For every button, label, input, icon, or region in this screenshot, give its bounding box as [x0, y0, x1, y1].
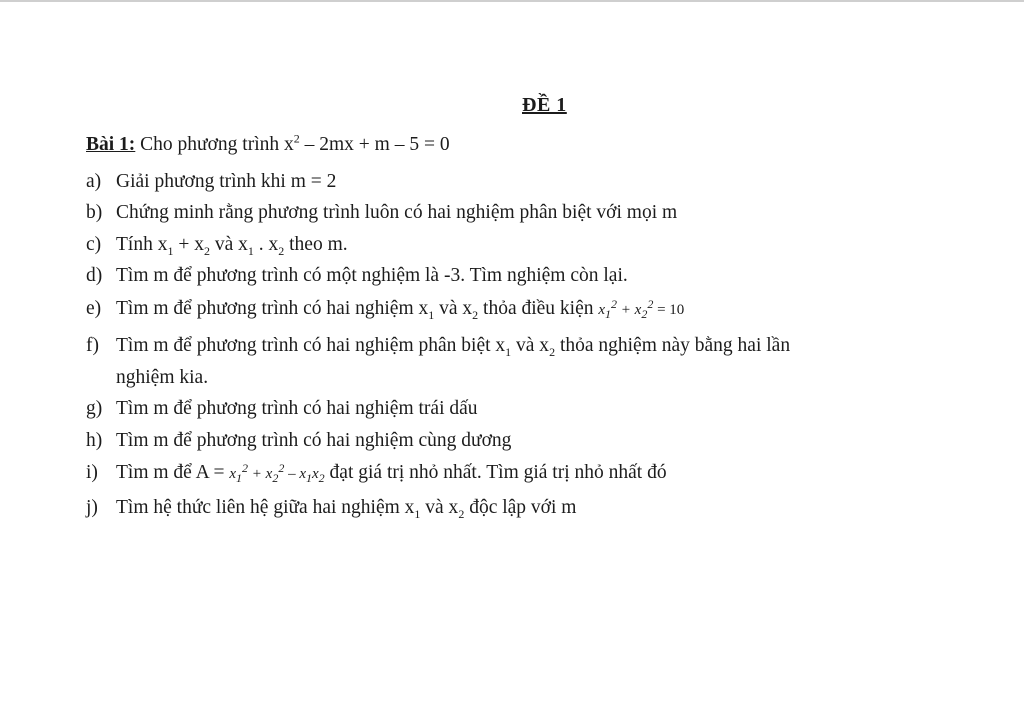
item-a-letter: a) [86, 171, 102, 192]
problem-statement [86, 133, 450, 157]
subscript: 2 [318, 471, 325, 485]
item-e-text: và x [434, 298, 473, 319]
item-h [86, 429, 511, 453]
item-f-letter: f) [86, 335, 99, 356]
item-f-text: Tìm m để phương trình có hai nghiệm phân biệt x [116, 335, 506, 356]
math-var: + x [248, 466, 273, 482]
subscript: 1 [167, 243, 174, 258]
math-var: + x [617, 302, 642, 318]
item-e-text: thỏa điều kiện [478, 298, 599, 319]
item-f-text: và x [511, 335, 550, 356]
item-b-text: Chứng minh rằng phương trình luôn có hai nghiệm phân biệt với mọi m [116, 202, 678, 223]
item-g [86, 397, 478, 421]
item-i-text: Tìm m để A = [116, 462, 230, 483]
math-var: x [312, 466, 319, 482]
subscript: 2 [549, 344, 556, 359]
item-c-letter: c) [86, 234, 102, 255]
subscript: 2 [458, 506, 465, 521]
math-var: x [229, 466, 237, 482]
item-i-text: đạt giá trị nhỏ nhất. Tìm giá trị nhỏ nhất đó [324, 462, 667, 483]
item-g-text: Tìm m để phương trình có hai nghiệm trái dấu [116, 398, 478, 419]
equation [284, 131, 450, 155]
subscript: 1 [306, 471, 312, 485]
superscript: 2 [611, 297, 618, 311]
subscript: 1 [247, 243, 254, 258]
expression-formula [229, 461, 325, 485]
subscript: 2 [272, 471, 279, 485]
problem-label: Bài 1: [86, 134, 136, 155]
item-j-text: Tìm hệ thức liên hệ giữa hai nghiệm x [116, 497, 415, 518]
item-b-letter: b) [86, 202, 103, 223]
subscript: 1 [236, 471, 243, 485]
subscript: 2 [472, 307, 479, 322]
item-d-letter: d) [86, 265, 103, 286]
problem-text: Cho phương trình [135, 134, 285, 155]
item-b [86, 201, 677, 225]
superscript: 2 [278, 461, 285, 475]
subscript: 1 [414, 506, 421, 521]
item-c-text: theo m. [284, 234, 348, 255]
subscript: 2 [203, 243, 210, 258]
item-h-text: Tìm m để phương trình có hai nghiệm cùng dương [116, 430, 512, 451]
item-c [86, 233, 348, 257]
item-j [86, 496, 576, 520]
item-f-continuation: nghiệm kia. [116, 367, 209, 388]
superscript: 2 [647, 297, 654, 311]
item-i-letter: i) [86, 462, 98, 483]
item-e-text: Tìm m để phương trình có hai nghiệm x [116, 298, 429, 319]
condition-formula [598, 297, 685, 321]
superscript: 2 [242, 461, 249, 475]
item-h-letter: h) [86, 430, 103, 451]
item-e [86, 297, 684, 322]
subscript: 2 [278, 243, 285, 258]
item-j-text: và x [420, 497, 459, 518]
math-var: – x [284, 466, 306, 482]
subscript: 2 [641, 307, 648, 321]
subscript: 1 [428, 307, 435, 322]
math-var: x [598, 302, 606, 318]
item-i [86, 461, 667, 486]
item-a [86, 170, 336, 194]
eq-exp: 2 [293, 131, 300, 146]
item-g-letter: g) [86, 398, 103, 419]
math-rest: = 10 [653, 302, 685, 318]
eq-rest: – 2mx + m – 5 = 0 [299, 134, 450, 155]
eq-var: x [284, 134, 294, 155]
subscript: 1 [505, 344, 512, 359]
item-d [86, 264, 628, 288]
item-c-text: và x [209, 234, 248, 255]
item-e-letter: e) [86, 298, 102, 319]
item-d-text: Tìm m để phương trình có một nghiệm là -3. Tìm nghiệm còn lại. [116, 265, 628, 286]
item-c-text: . x [253, 234, 279, 255]
item-a-text: Giải phương trình khi m = 2 [116, 171, 337, 192]
page-title: ĐỀ 1 [522, 94, 567, 116]
subscript: 1 [605, 307, 612, 321]
item-f [86, 334, 790, 358]
item-j-letter: j) [86, 497, 98, 518]
item-f-text: thỏa nghiệm này bằng hai lần [555, 335, 791, 356]
item-c-text: + x [173, 234, 204, 255]
item-c-text: Tính x [116, 234, 168, 255]
item-j-text: độc lập với m [464, 497, 577, 518]
